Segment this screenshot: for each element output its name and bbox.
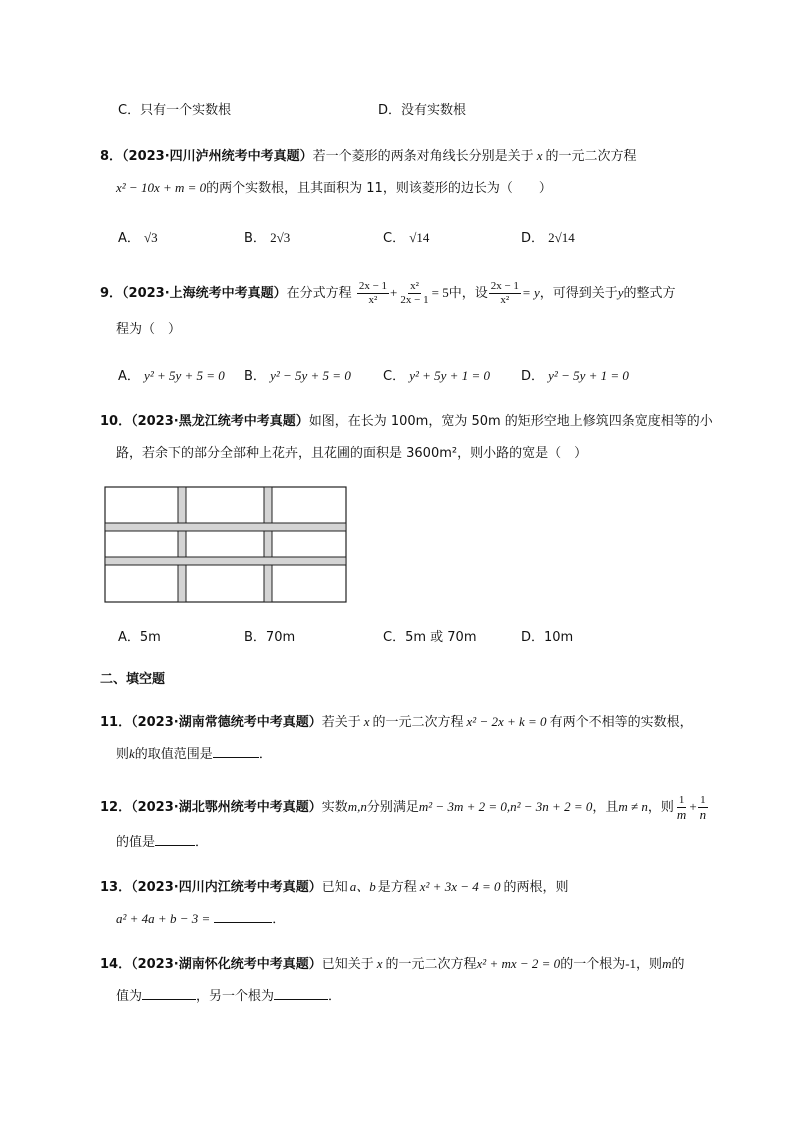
question-text: 已知关于 (321, 957, 374, 972)
math-value: -1 (625, 956, 637, 971)
math-var: x (376, 956, 383, 971)
math-var: m (662, 956, 672, 971)
question-text: 实数 (321, 800, 348, 815)
question-9-line2: 程为（ ） (116, 322, 182, 337)
question-text: 的两根，则 (503, 880, 569, 895)
q9-option-a: A． y² + 5y + 5 = 0 (118, 368, 225, 384)
q10-option-b: B．70m (244, 630, 296, 645)
math-equation: = y (521, 285, 540, 300)
math-equation: x² + 3x − 4 = 0 (419, 879, 501, 894)
question-text: 中，设 (448, 286, 488, 301)
question-11-line2: 则k的取值范围是 ． (116, 746, 272, 762)
q9-option-d: D． y² − 5y + 1 = 0 (521, 368, 629, 384)
question-source: （2023·四川内江统考中考真题） (131, 880, 322, 895)
road-horizontal-1 (105, 523, 346, 531)
math-var: y (617, 285, 624, 300)
question-13-line2: a² + 4a + b − 3 = ． (116, 911, 286, 927)
q10-option-a: A．5m (118, 630, 161, 645)
math-condition: m ≠ n (618, 799, 648, 814)
question-text: 若关于 (321, 715, 361, 730)
question-text: 的一元二次方程 (545, 149, 637, 164)
question-11-line1 (100, 712, 693, 733)
question-12-line1: 12．（2023·湖北鄂州统考中考真题）实数m,n分别满足m² − 3m + 2 = 0,n² − 3n + 2 = 0，且m ≠ n，则 $\frac{1}{m}$ + $\frac{1}{n}$ (100, 794, 707, 822)
question-9-line1: 9．（2023·上海统考中考真题）在分式方程 $\frac{2x - 1}{\text{x²}}$ + $\frac{\text{x²}}{2x - 1}$ = 5中，设 $\frac{2x - 1}{\text{x²}}$ = y，可得到关于y的整式方 (100, 280, 676, 306)
fraction: $\frac{2x - 1}{\text{x²}}$ (358, 280, 388, 306)
question-source: （2023·四川泸州统考中考真题） (122, 149, 313, 164)
q8-option-d: D． 2√14 (521, 230, 575, 246)
math-equation: x² − 10x + m = 0 (116, 180, 207, 195)
question-source: （2023·黑龙江统考中考真题） (131, 414, 309, 429)
q10-option-c: C．5m 或 70m (383, 630, 477, 645)
question-text: 如图，在长为 100m，宽为 50m 的矩形空地上修筑四条宽度相等的小 (308, 414, 713, 429)
answer-blank[interactable] (155, 832, 195, 846)
road-vertical-2 (264, 487, 272, 602)
math-var: k (129, 746, 135, 761)
q8-option-a: A． √3 (118, 230, 158, 246)
question-text: 是方程 (377, 880, 417, 895)
question-text: 的整式方 (623, 286, 676, 301)
question-source: （2023·上海统考中考真题） (122, 286, 287, 301)
question-number: 13． (100, 880, 132, 895)
field-outline (105, 487, 346, 602)
math-equation: x² + mx − 2 = 0 (476, 956, 561, 971)
math-equation: = 5 (431, 285, 449, 300)
q10-option-d: D．10m (521, 630, 574, 645)
question-text: 分别满足 (366, 800, 419, 815)
garden-road-figure (104, 486, 348, 604)
fraction: $\frac{\text{x²}}{2x - 1}$ (400, 280, 429, 306)
question-8-line2 (116, 178, 552, 199)
question-text: 有两个不相等的实数根， (549, 715, 693, 730)
question-text: 已知 (321, 880, 348, 895)
question-text: ，可得到关于 (539, 286, 618, 301)
question-number: 8． (100, 149, 123, 164)
math-var: x (363, 714, 370, 729)
question-number: 9． (100, 286, 123, 301)
q8-option-c: C． √14 (383, 230, 430, 246)
question-10-line2: 路，若余下的部分全部种上花卉，且花圃的面积是 3600m²，则小路的宽是（ ） (116, 446, 588, 461)
q7-option-d: D．没有实数根 (378, 103, 467, 118)
question-10-line1 (100, 412, 713, 432)
question-source: （2023·湖南常德统考中考真题） (131, 715, 322, 730)
question-text: 的一元二次方程 (385, 957, 477, 972)
question-text: 的两个实数根，且其面积为 11，则该菱形的边长为（ ） (206, 181, 552, 196)
math-var: m,n (347, 799, 367, 814)
question-14-line2: 值为 ，另一个根为 ． (116, 986, 341, 1007)
fraction: $\frac{2x - 1}{\text{x²}}$ (490, 280, 519, 306)
q9-option-c: C． y² + 5y + 1 = 0 (383, 368, 490, 384)
q9-option-b: B． y² − 5y + 5 = 0 (244, 368, 351, 384)
math-var: x (536, 148, 543, 163)
fraction: $\frac{1}{m}$ (676, 794, 687, 822)
math-expression: a² + 4a + b − 3 = (116, 911, 211, 926)
question-14-line1: 14．（2023·湖南怀化统考中考真题）已知关于 x 的一元二次方程x² + mx − 2 = 0的一个根为-1，则m的 (100, 956, 685, 972)
math-var: a、b (349, 879, 376, 894)
math-equation: x² − 2x + k = 0 (466, 714, 547, 729)
question-13-line1 (100, 877, 569, 898)
answer-blank[interactable] (142, 986, 196, 1000)
question-12-line2: 的值是 ． (116, 832, 208, 853)
question-8-line1 (100, 146, 636, 167)
answer-blank[interactable] (274, 986, 328, 1000)
question-text: 若一个菱形的两条对角线长分别是关于 (312, 149, 534, 164)
question-text: 在分式方程 (286, 286, 352, 301)
math-equation: m² − 3m + 2 = 0,n² − 3n + 2 = 0 (418, 799, 593, 814)
road-vertical-1 (178, 487, 186, 602)
road-horizontal-2 (105, 557, 346, 565)
question-text: 的一个根为 (560, 957, 626, 972)
q8-option-b: B． 2√3 (244, 230, 291, 246)
q7-option-c: C．只有一个实数根 (118, 103, 232, 118)
question-number: 10． (100, 414, 132, 429)
question-number: 12． (100, 800, 132, 815)
fraction: $\frac{1}{n}$ (699, 794, 707, 822)
question-text: 的一元二次方程 (372, 715, 464, 730)
question-source: （2023·湖南怀化统考中考真题） (131, 957, 322, 972)
answer-blank[interactable] (214, 909, 272, 923)
question-source: （2023·湖北鄂州统考中考真题） (131, 800, 322, 815)
question-number: 11． (100, 715, 132, 730)
section-title: 二、填空题 (100, 672, 166, 687)
answer-blank[interactable] (213, 744, 259, 758)
question-number: 14． (100, 957, 132, 972)
